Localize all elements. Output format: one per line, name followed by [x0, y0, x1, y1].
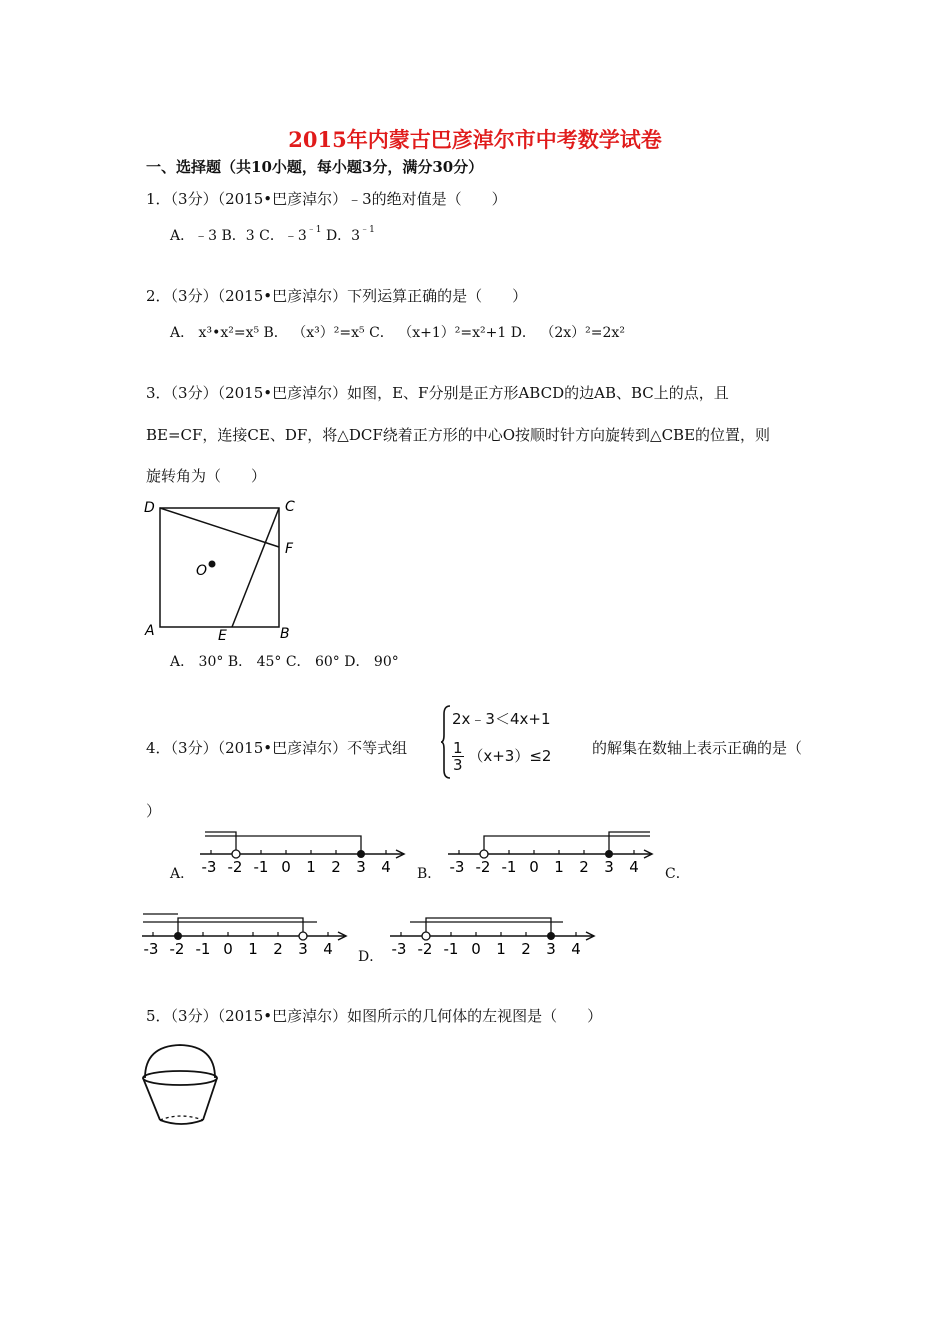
question-1-stem: 1．（3分）（2015•巴彦淖尔）﹣3的绝对值是（ ）: [146, 190, 507, 208]
tick-label: 2: [273, 940, 283, 958]
label-f: F: [285, 541, 294, 557]
number-line-b: [443, 826, 658, 876]
square-figure: [140, 495, 340, 645]
inequality-2: $\frac{1}{3}$ （x+3）≤2: [453, 739, 552, 774]
q1-option-a: A．﹣3: [170, 228, 218, 244]
tick-label: 4: [629, 858, 639, 876]
tick-label: -1: [195, 940, 211, 958]
tick-label: -3: [391, 940, 407, 958]
question-4-stem-end: 的解集在数轴上表示正确的是（: [592, 739, 803, 757]
tick-label: -2: [417, 940, 433, 958]
question-3-line-3: 旋转角为（ ）: [146, 467, 267, 485]
square-abcd: [160, 508, 279, 627]
number-line-a: [195, 826, 410, 876]
tick-label: 0: [529, 858, 539, 876]
tick-label: 3: [546, 940, 556, 958]
tick-label: 2: [331, 858, 341, 876]
tick-label: -3: [201, 858, 217, 876]
bucket-figure: [135, 1040, 225, 1132]
tick-label: 3: [604, 858, 614, 876]
segment-df: [160, 508, 279, 547]
section-heading: 一、选择题（共10小题，每小题3分，满分30分）: [146, 158, 484, 176]
question-3-line-2: BE=CF，连接CE、DF，将△DCF绕着正方形的中心O按顺时针方向旋转到△CBE的位置，则: [146, 426, 771, 444]
number-line-d: [385, 908, 600, 958]
fraction-one-third: $\frac{1}{3}$: [453, 739, 463, 774]
tick-label: 3: [298, 940, 308, 958]
label-d: D: [144, 500, 155, 516]
q4-option-c-label: C．: [665, 866, 690, 882]
label-o: O: [196, 563, 208, 579]
tick-label: -3: [143, 940, 159, 958]
q1-option-d: D．$3^{﹣1}$: [325, 225, 375, 244]
inequality-1: 2x﹣3＜4x+1: [452, 710, 551, 728]
tick-label: 1: [248, 940, 258, 958]
q1-option-b: B．3: [221, 228, 255, 244]
question-2-options: A． x³•x²=x⁵ B． （x³）²=x⁵ C． （x+1）²=x²+1 D． （2x）²=2x²: [170, 325, 625, 341]
question-5-stem: 5．（3分）（2015•巴彦淖尔）如图所示的几何体的左视图是（ ）: [146, 1007, 603, 1025]
tick-label: 4: [571, 940, 581, 958]
tick-label: 2: [521, 940, 531, 958]
q4-option-a-label: A．: [170, 866, 195, 882]
tick-label: 4: [323, 940, 333, 958]
tick-label: -2: [169, 940, 185, 958]
question-2-stem: 2．（3分）（2015•巴彦淖尔）下列运算正确的是（ ）: [146, 287, 528, 305]
tick-label: 1: [496, 940, 506, 958]
question-4-stem-start: 4．（3分）（2015•巴彦淖尔）不等式组: [146, 739, 408, 757]
tick-label: 2: [579, 858, 589, 876]
label-c: C: [285, 499, 295, 515]
tick-label: 3: [356, 858, 366, 876]
tick-label: -1: [501, 858, 517, 876]
exam-title: 2015年内蒙古巴彦淖尔市中考数学试卷: [288, 127, 662, 152]
tick-label: -3: [449, 858, 465, 876]
label-a: A: [145, 623, 155, 639]
tick-label: 0: [223, 940, 233, 958]
question-3-options: A． 30° B． 45° C． 60° D． 90°: [170, 654, 399, 670]
tick-label: -2: [475, 858, 491, 876]
label-b: B: [280, 626, 290, 642]
question-3-line-1: 3．（3分）（2015•巴彦淖尔）如图，E、F分别是正方形ABCD的边AB、BC上的点，且: [146, 384, 729, 402]
system-brace: [440, 704, 452, 780]
tick-label: 1: [554, 858, 564, 876]
label-e: E: [218, 628, 227, 644]
question-4-stem-close: ）: [146, 802, 162, 820]
tick-label: 0: [471, 940, 481, 958]
q1-option-c: C．$﹣3^{﹣1}$: [259, 225, 322, 244]
q4-option-b-label: B．: [417, 866, 442, 882]
number-line-c: [137, 908, 352, 958]
tick-label: -2: [227, 858, 243, 876]
tick-label: -1: [253, 858, 269, 876]
center-point-o: [209, 561, 216, 568]
q4-option-d-label: D．: [358, 949, 384, 965]
tick-label: 4: [381, 858, 391, 876]
tick-label: 0: [281, 858, 291, 876]
segment-ce: [232, 508, 279, 627]
question-1-options: [170, 225, 375, 245]
tick-label: -1: [443, 940, 459, 958]
tick-label: 1: [306, 858, 316, 876]
